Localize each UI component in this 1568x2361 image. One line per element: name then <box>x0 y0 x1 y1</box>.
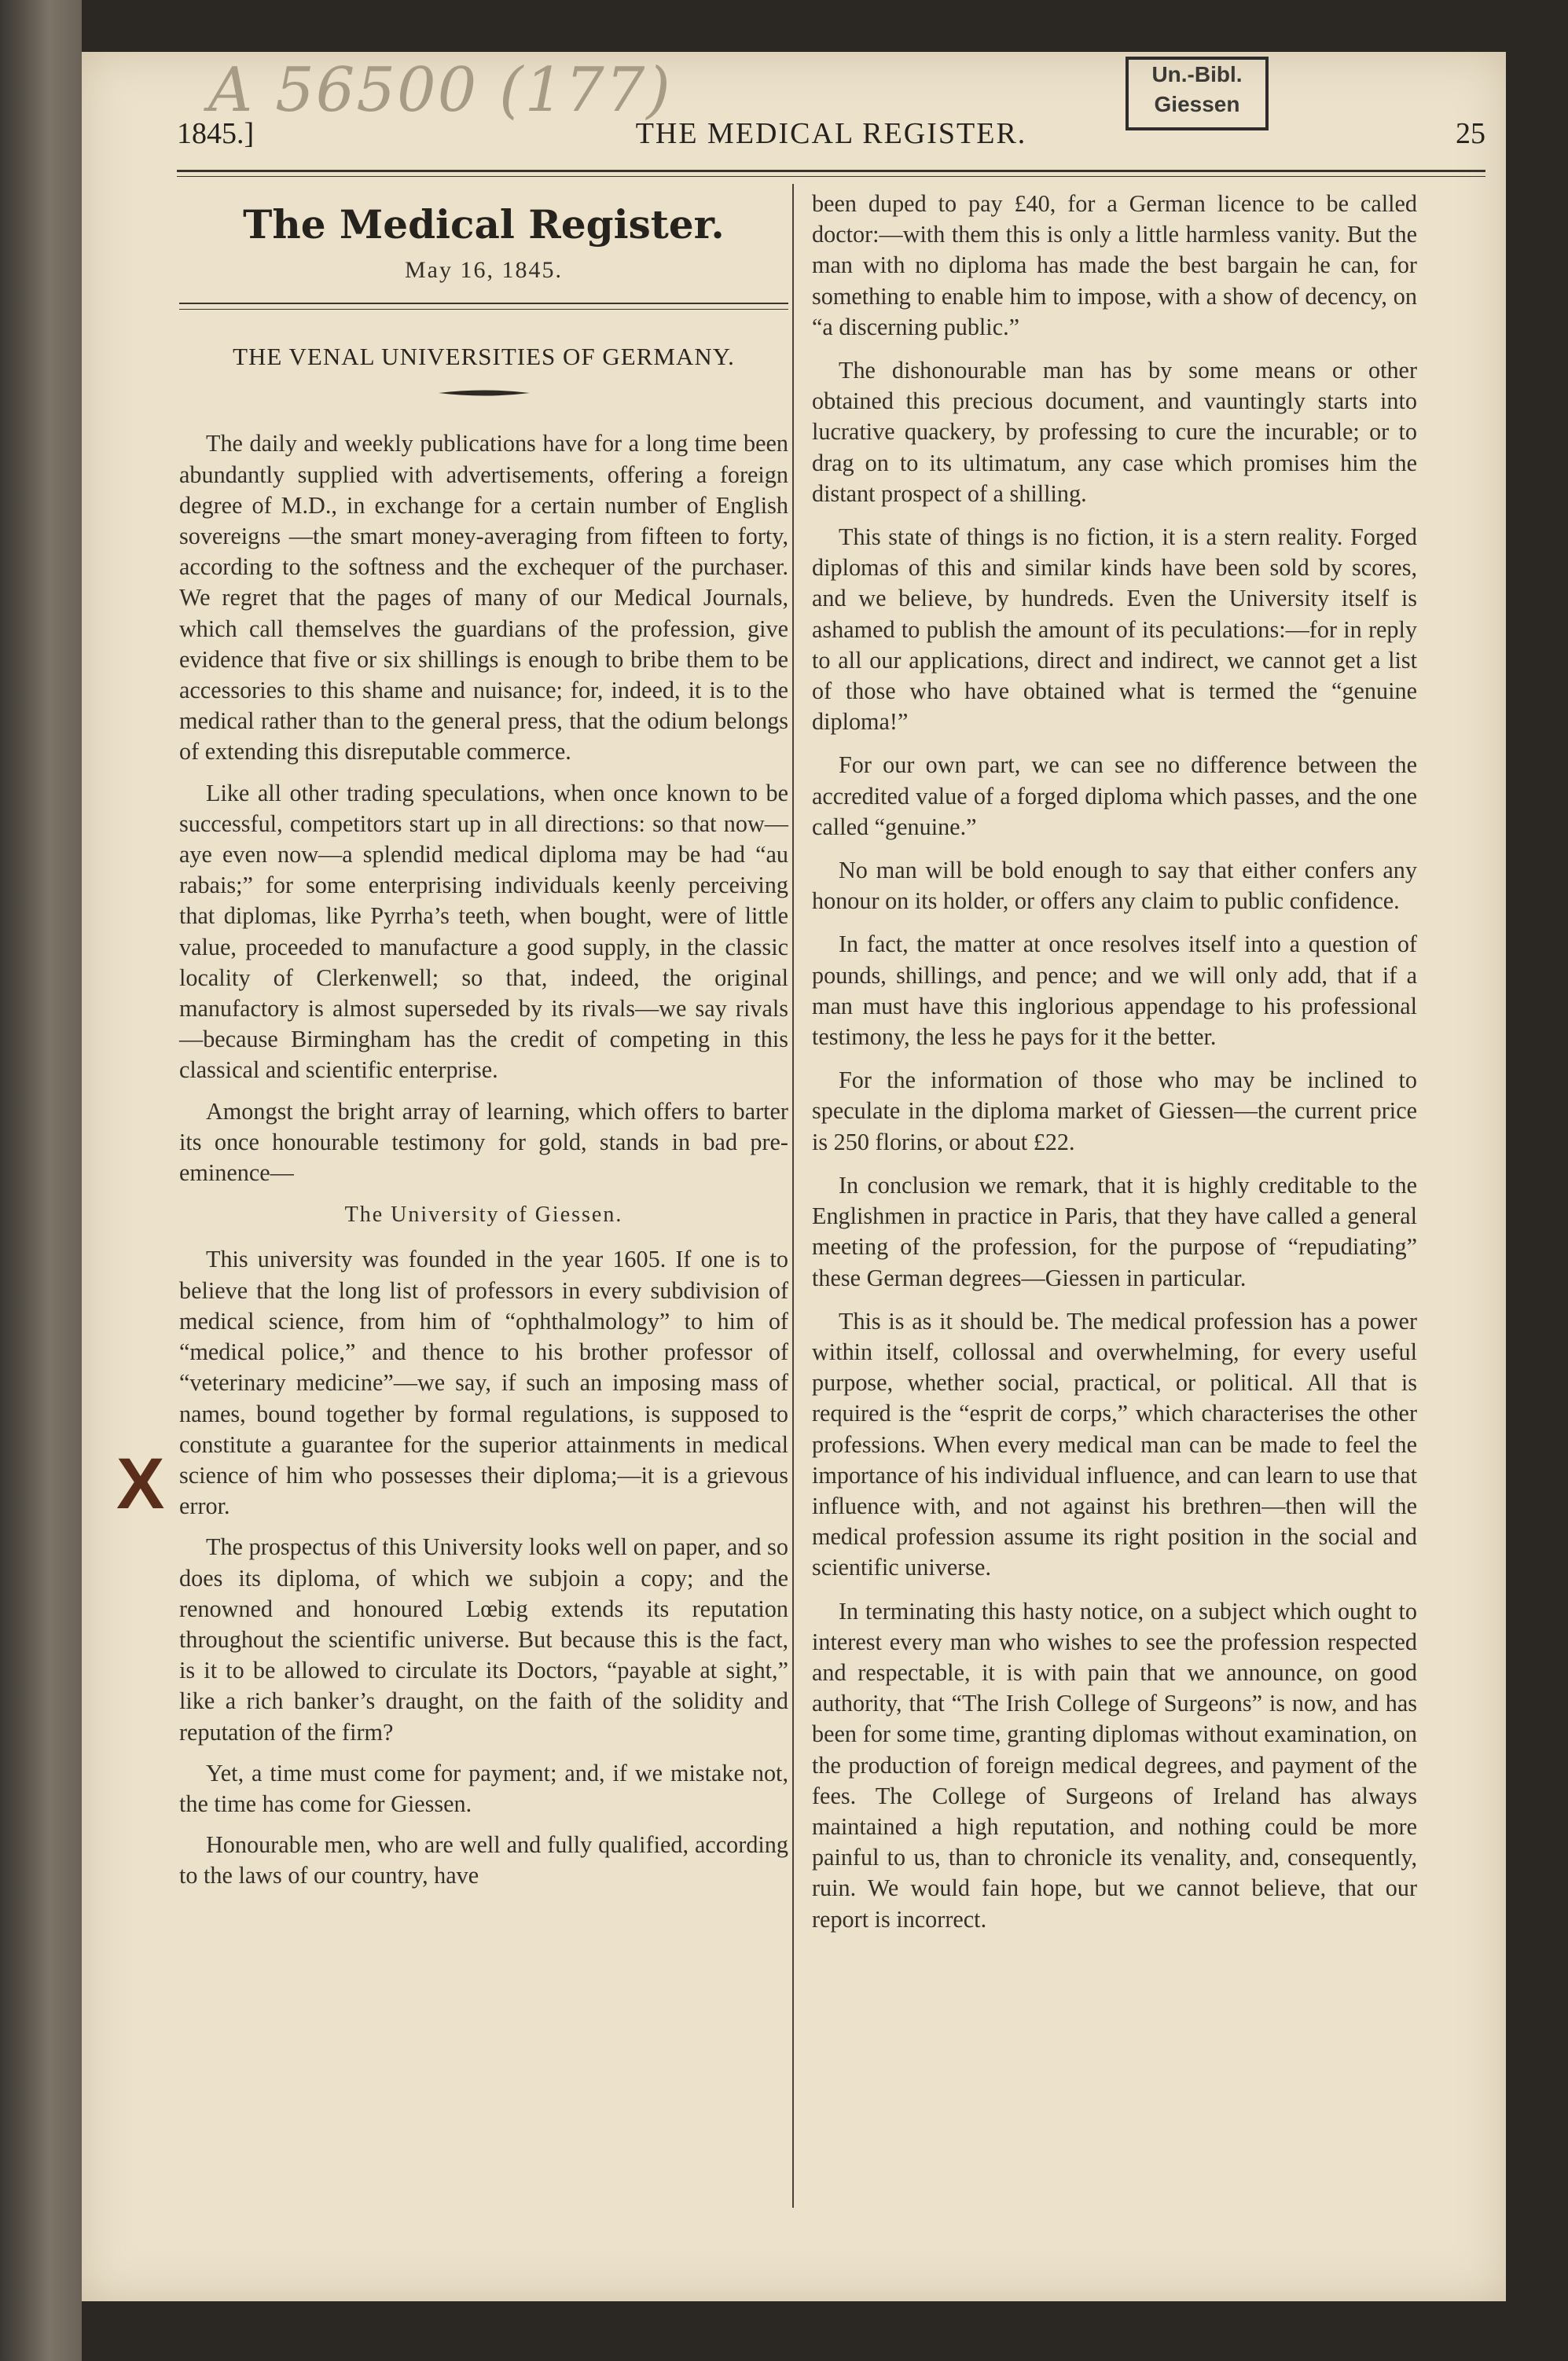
masthead-title: The Medical Register. <box>243 201 725 248</box>
paragraph: For the information of those who may be inclined to speculate in the diploma market of Giessen—the current price is 250 florins, or about £22. <box>812 1067 1417 1155</box>
library-stamp-line2: Giessen <box>1154 92 1240 116</box>
header-year: 1845.] <box>177 117 255 150</box>
masthead-date: May 16, 1845. <box>405 257 563 283</box>
header-rule-thin <box>177 176 1485 177</box>
paragraph: The daily and weekly publications have for a long time been abundantly supplied with advertisements, offering a foreign degree of M.D., in exchange for a certain number of English sovereigns —the smart money-averaging from fifteen to forty, according to the softness and the exchequer of the purchaser. We regret that the pages of many of our Medical Journals, which call themselves the guardians of the profession, give evidence that five or six shillings is enough to bribe them to be accessories to this shame and nuisance; for, indeed, it is to the medical rather than to the general press, that the odium belongs of extending this disreputable commerce. <box>179 430 788 766</box>
left-column <box>179 185 788 1902</box>
running-header <box>177 116 1485 163</box>
paragraph: No man will be bold enough to say that either confers any honour on its holder, or offers any claim to public confidence. <box>812 857 1417 915</box>
ornament-dash <box>437 387 531 398</box>
paragraph: In terminating this hasty notice, on a subject which ought to interest every man who wishes to see the profession respected and respectable, it is with pain that we announce, on good authority, that “The Irish College of Surgeons” is now, and has been for some time, granting diplomas without examination, on the production of foreign medical degrees, and payment of the fees. The College of Surgeons of Ireland has always maintained a high reputation, and nothing could be more painful to us, than to chronicle its venality, and, consequently, ruin. We would fain hope, but we cannot believe, that our report is incorrect. <box>812 1597 1417 1933</box>
paragraph: Honourable men, who are well and fully qualified, according to the laws of our country, have <box>179 1831 788 1889</box>
paragraph: The prospectus of this University looks well on paper, and so does its diploma, of which we subjoin a copy; and the renowned and honoured Lœbig extends its reputation throughout the scientific universe. But because this is the fact, is it to be allowed to circulate its Doctors, “payable at sight,” like a rich banker’s draught, on the faith of the solidity and reputation of the firm? <box>179 1533 788 1746</box>
paragraph: In fact, the matter at once resolves itself into a question of pounds, shillings, and pence; and we will only add, that if a man must have this inglorious appendage to his professional testimony, the less he pays for it the better. <box>812 931 1417 1051</box>
paragraph: Like all other trading speculations, when once known to be successful, competitors start up in all directions: so that now—aye even now—a splendid medical diploma may be had “au rabais;” for some enterprising individuals keenly perceiving that diplomas, like Pyrrha’s teeth, when bought, were of little value, proceeded to manufacture a good supply, in the classic locality of Clerkenwell; so that, indeed, the original manufactory is almost superseded by its rivals—we say rivals—because Birmingham has the credit of competing in this classical and scientific enterprise. <box>179 779 788 1084</box>
masthead-rule-thin <box>179 309 788 310</box>
paragraph: Yet, a time must come for payment; and, if we mistake not, the time has come for Giessen. <box>179 1759 788 1817</box>
column-divider <box>792 184 794 2208</box>
margin-x-mark: X <box>116 1444 165 1524</box>
paragraph: This university was founded in the year 1605. If one is to believe that the long list of professors in every subdivision of medical science, from him of “ophthalmology” to him of “medical police,” and thence to his brother professor of “veterinary medicine”—we say, if such an imposing mass of names, bound together by formal regulations, is supposed to constitute a guarantee for the superior attainments in medical science of him who possesses their diploma;—it is a grievous error. <box>179 1246 788 1520</box>
header-rule <box>177 170 1485 172</box>
paragraph: This is as it should be. The medical profession has a power within itself, collossal and overwhelming, for every useful purpose, whether social, practical, or political. All that is required is the “esprit de corps,” which characterises the other professions. When every medical man can be made to feel the importance of his individual influence, and can learn to use that influence with, and not against his brethren—then will the medical profession assume its right position in the social and scientific universe. <box>812 1307 1417 1581</box>
page-number: 25 <box>1456 117 1485 150</box>
paragraph: This state of things is no fiction, it is a stern reality. Forged diplomas of this and similar kinds have been sold by scores, and we believe, by hundreds. Even the University itself is ashamed to publish the amount of its peculations:—for in reply to all our applications, direct and indirect, we cannot get a list of those who have obtained what is termed the “genuine diploma!” <box>812 523 1417 736</box>
paragraph: Amongst the bright array of learning, which offers to barter its once honourable testimony for gold, stands in bad pre-eminence— <box>179 1097 788 1187</box>
subheading: The University of Giessen. <box>344 1203 623 1228</box>
header-title: THE MEDICAL REGISTER. <box>635 117 1027 150</box>
article-title: THE VENAL UNIVERSITIES OF GERMANY. <box>233 343 735 371</box>
paragraph: The dishonourable man has by some means or other obtained this precious document, and vauntingly starts into lucrative quackery, by professing to cure the incurable; or to drag on to its ultimatum, any case which promises him the distant prospect of a shilling. <box>812 357 1417 507</box>
library-stamp-line1: Un.-Bibl. <box>1151 62 1243 86</box>
masthead-rule <box>179 303 788 304</box>
book-binding-edge <box>0 0 82 2361</box>
paragraph: been duped to pay £40, for a German licence to be called doctor:—with them this is only a little harmless vanity. But the man with no diploma has made the best bargain he can, for something to enable him to impose, with a show of decency, on “a discerning public.” <box>812 190 1417 340</box>
right-column <box>812 189 1417 1948</box>
paragraph: In conclusion we remark, that it is highly creditable to the Englishmen in practice in Paris, that they have called a general meeting of the profession, for the purpose of “repudiating” these German degrees—Giessen in particular. <box>812 1171 1417 1291</box>
paragraph: For our own part, we can see no difference between the accredited value of a forged diploma which passes, and the one called “genuine.” <box>812 751 1417 840</box>
accession-mark: A 56500 (177) <box>208 55 672 126</box>
